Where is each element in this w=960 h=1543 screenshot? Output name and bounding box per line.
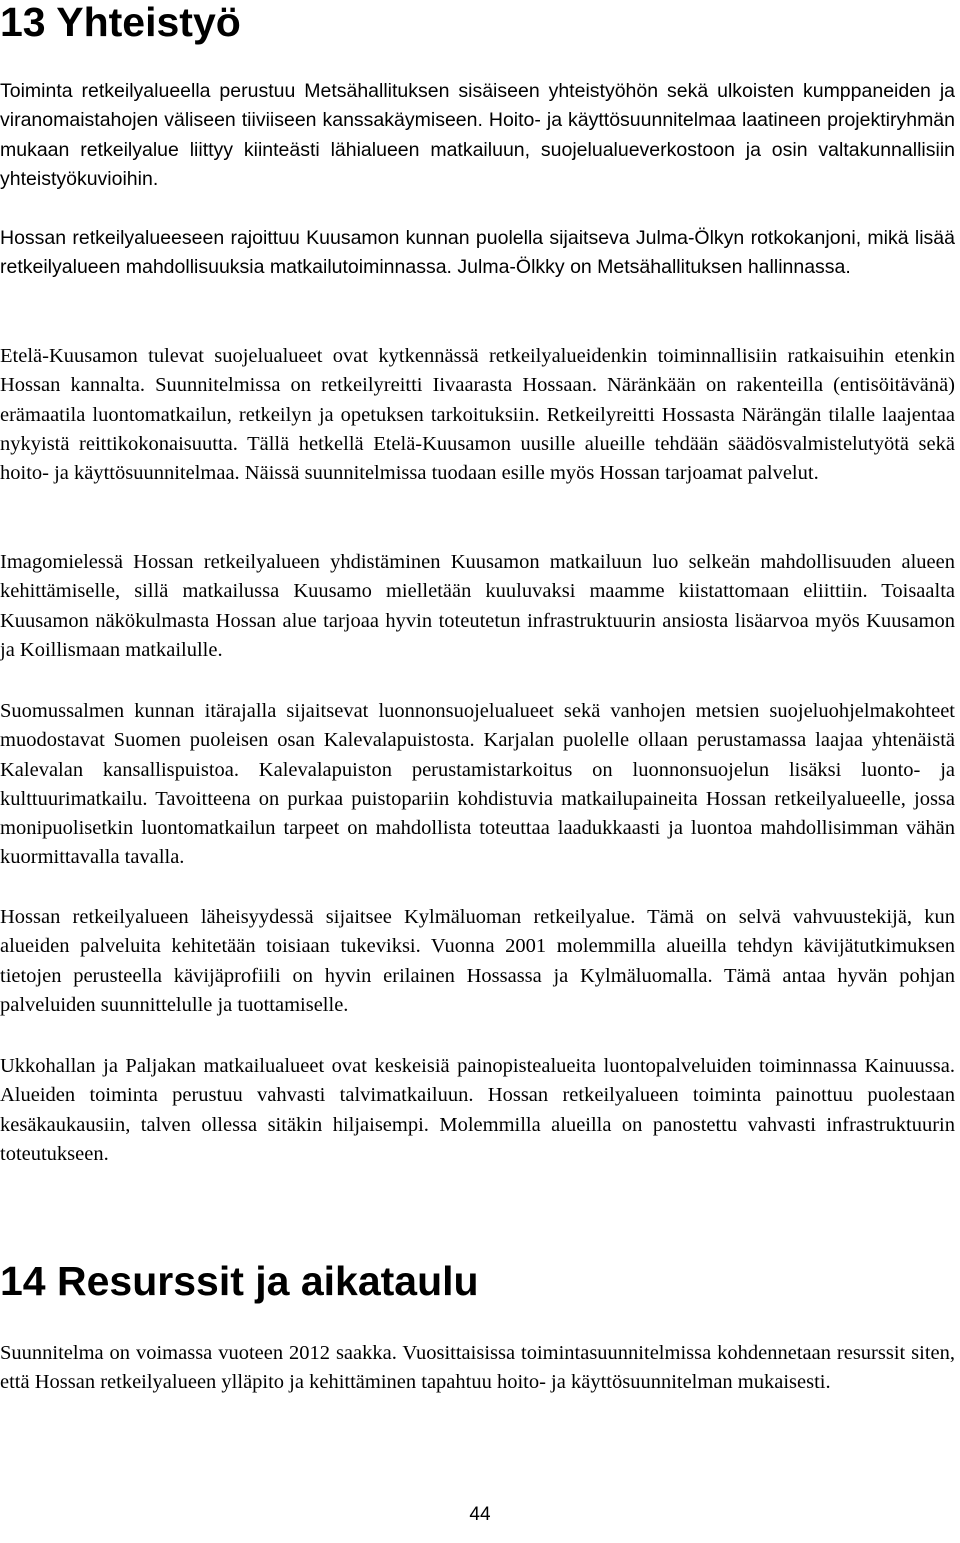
page-number: 44 — [469, 1504, 491, 1525]
paragraph-julma-olkky: Hossan retkeilyalueeseen rajoittuu Kuusamon kunnan puolella sijaitseva Julma-Ölkyn rotkokanjoni, mikä lisää retkeilyalueen mahdollisuuksia matkailutoiminnassa. Julma-Ölkky on Metsähallituksen hallinnassa. — [0, 227, 955, 279]
paragraph-image-kuusamo: Imagomielessä Hossan retkeilyalueen yhdistäminen Kuusamon matkailuun luo selkeän mahdollisuuden alueen kehittämiselle, sillä matkailussa Kuusamo mielletään kuuluvaksi maamme kiistattomaan eliittiin. Toisaalta Kuusamon näkökulmasta Hossan alue tarjoaa hyvin toteutetun infrastruktuurin ansiosta lisäarvoa myös Kuusamon ja Koillismaan matkailulle. — [0, 551, 955, 661]
paragraph-ukkohalla-paljakka: Ukkohallan ja Paljakan matkailualueet ovat keskeisiä painopistealueita luontopalveluiden toiminnassa Kainuussa. Alueiden toiminta perustuu vahvasti talvimatkailuun. Hossan retkeilyalueen toiminta painottuu puolestaan kesäkaukausiin, talven ollessa sitäkin hiljaisempi. Molemmilla alueilla on panostettu vahvasti infrastruktuurin toteutukseen. — [0, 1055, 955, 1165]
paragraph-kalevalapuisto: Suomussalmen kunnan itärajalla sijaitsevat luonnonsuojelualueet sekä vanhojen metsien suojeluohjelmakohteet muodostavat Suomen puoleisen osan Kalevalapuistosta. Karjalan puolelle ollaan perustamassa laajaa yhtenäistä Kalevalan kansallispuistoa. Kalevalapuiston perustamistarkoitus on luonnonsuojelun lisäksi luonto- ja kulttuurimatkailu. Tavoitteena on purkaa puistopariin kohdistuvia matkailupaineita Hossan retkeilyalueelle, jossa monipuolisetkin luontomatkailun tarpeet on mahdollista toteuttaa laadukkaasti ja luontoa mahdollisimman vähän kuormittavalla tavalla. — [0, 700, 955, 869]
paragraph-kylmaluoma: Hossan retkeilyalueen läheisyydessä sijaitsee Kylmäluoman retkeilyalue. Tämä on selvä vahvuustekijä, kun alueiden palveluita kehitetään toisiaan tukeviksi. Vuonna 2001 molemmilla alueilla tehdyn kävijätutkimuksen tietojen perusteella kävijäprofiili on hyvin erilainen Hossassa ja Kylmäluomalla. Tämä antaa hyvän pohjan palveluiden suunnittelulle ja tuottamiselle. — [0, 906, 955, 1016]
section-heading-14: 14 Resurssit ja aikataulu — [0, 1258, 479, 1304]
paragraph-resources: Suunnitelma on voimassa vuoteen 2012 saakka. Vuosittaisissa toimintasuunnitelmissa kohdennetaan resurssit siten, että Hossan retkeilyalueen ylläpito ja kehittäminen tapahtuu hoito- ja käyttösuunnitelman mukaisesti. — [0, 1342, 955, 1394]
paragraph-cooperation-intro: Toiminta retkeilyalueella perustuu Metsähallituksen sisäiseen yhteistyöhön sekä ulkoisten kumppaneiden ja viranomaistahojen väliseen tiiviiseen kanssakäymiseen. Hoito- ja käyttösuunnitelmaa laatineen projektiryhmän mukaan retkeilyalue liittyy kiinteästi lähialueen matkailuun, suojelualueverkostoon ja osin valtakunnallisiin yhteistyökuvioihin. — [0, 80, 955, 190]
paragraph-etela-kuusamo: Etelä-Kuusamon tulevat suojelualueet ovat kytkennässä retkeilyalueidenkin toiminnallisiin ratkaisuihin etenkin Hossan kannalta. Suunnitelmissa on retkeilyreitti Iivaarasta Hossaan. Näränkään on rakenteilla (entisöitävänä) erämaatila luontomatkailun, retkeilyn ja opetuksen tarkoituksiin. Retkeilyreitti Hossasta Närängän tilalle laajentaa nykyistä reittikokonaisuutta. Tällä hetkellä Etelä-Kuusamon uusille alueille tehdään säädösvalmistelutyötä sekä hoito- ja käyttösuunnitelmaa. Näissä suunnitelmissa tuodaan esille myös Hossan tarjoamat palvelut. — [0, 345, 955, 485]
section-heading-13: 13 Yhteistyö — [0, 0, 241, 45]
